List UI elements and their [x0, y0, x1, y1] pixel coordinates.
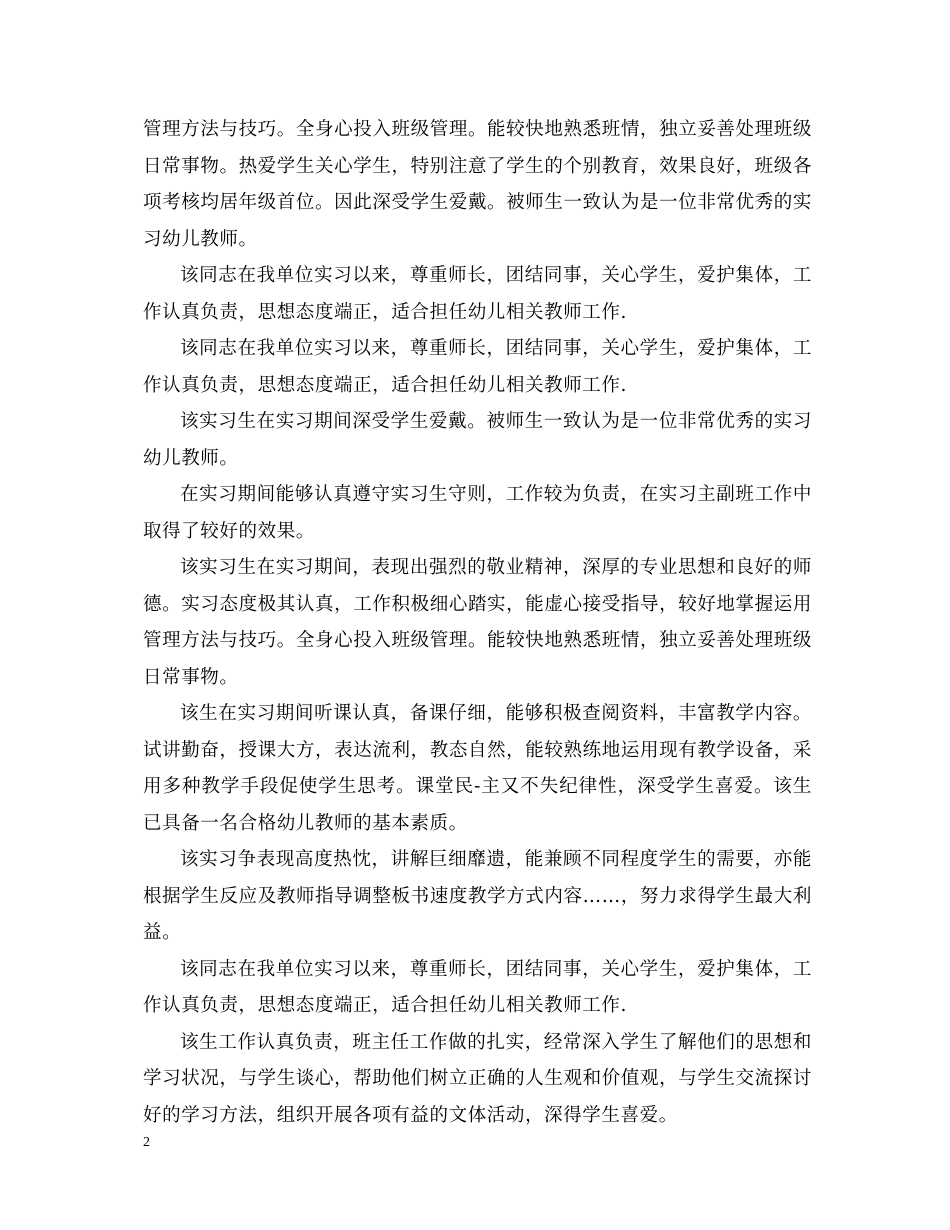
paragraph: 该实习生在实习期间深受学生爱戴。被师生一致认为是一位非常优秀的实习幼儿教师。	[143, 411, 812, 469]
paragraph: 该同志在我单位实习以来，尊重师长，团结同事，关心学生，爱护集体，工作认真负责，思想态度端正，适合担任幼儿相关教师工作.	[143, 338, 812, 396]
paragraph: 该同志在我单位实习以来，尊重师长，团结同事，关心学生，爱护集体，工作认真负责，思想态度端正，适合担任幼儿相关教师工作.	[143, 958, 812, 1016]
paragraph: 该生在实习期间听课认真，备课仔细，能够积极查阅资料，丰富教学内容。试讲勤奋，授课大方，表达流利，教态自然，能较熟练地运用现有教学设备，采用多种教学手段促使学生思考。课堂民-主又不失纪律性，深受学生喜爱。该生已具备一名合格幼儿教师的基本素质。	[143, 703, 812, 834]
document-body	[143, 112, 812, 1134]
page-number: 2	[143, 1135, 150, 1150]
paragraph: 在实习期间能够认真遵守实习生守则，工作较为负责，在实习主副班工作中取得了较好的效果。	[143, 484, 812, 542]
paragraph: 该实习生在实习期间，表现出强烈的敬业精神，深厚的专业思想和良好的师德。实习态度极其认真，工作积极细心踏实，能虚心接受指导，较好地掌握运用管理方法与技巧。全身心投入班级管理。能较快地熟悉班情，独立妥善处理班级日常事物。	[143, 557, 812, 688]
paragraph-continued: 管理方法与技巧。全身心投入班级管理。能较快地熟悉班情，独立妥善处理班级日常事物。热爱学生关心学生，特别注意了学生的个别教育，效果良好，班级各项考核均居年级首位。因此深受学生爱戴。被师生一致认为是一位非常优秀的实习幼儿教师。	[143, 119, 812, 250]
paragraph: 该生工作认真负责，班主任工作做的扎实，经常深入学生了解他们的思想和学习状况，与学生谈心，帮助他们树立正确的人生观和价值观，与学生交流探讨好的学习方法，组织开展各项有益的文体活动，深得学生喜爱。	[143, 1031, 812, 1126]
paragraph: 该同志在我单位实习以来，尊重师长，团结同事，关心学生，爱护集体，工作认真负责，思想态度端正，适合担任幼儿相关教师工作.	[143, 265, 812, 323]
paragraph: 该实习争表现高度热忱，讲解巨细靡遗，能兼顾不同程度学生的需要，亦能根据学生反应及教师指导调整板书速度教学方式内容……，努力求得学生最大利益。	[143, 849, 812, 943]
